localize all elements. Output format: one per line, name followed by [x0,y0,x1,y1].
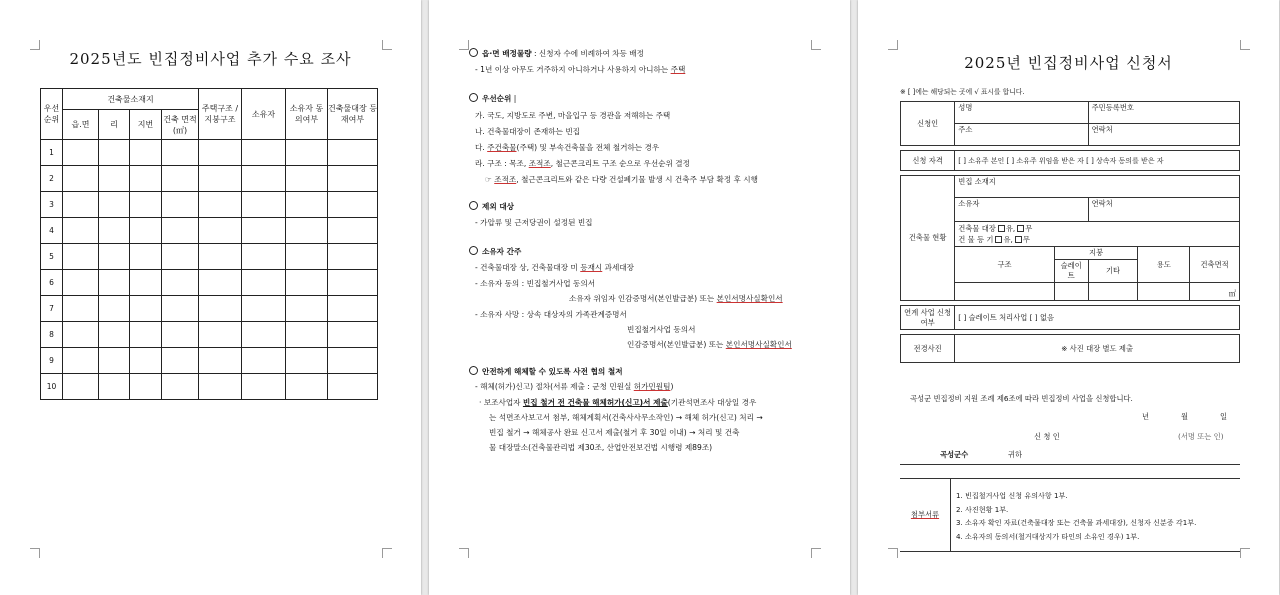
qualification-options[interactable]: [ ] 소유주 본인 [ ] 소유주 위임을 받은 자 [ ] 상속자 동의를 받은 자 [955,151,1240,171]
entry-cell[interactable] [63,166,99,192]
header-lot: 지번 [130,110,162,140]
entry-cell[interactable] [162,296,199,322]
circle-bullet-icon [469,93,478,102]
entry-cell[interactable] [199,270,242,296]
entry-cell[interactable] [162,374,199,400]
entry-cell[interactable] [286,140,328,166]
entry-cell[interactable] [286,374,328,400]
attachments-list [956,489,1196,543]
owner-field[interactable]: 소유자 [955,198,1088,222]
rank-cell: 7 [41,296,63,322]
header-consent: 소유자 동의여부 [286,89,328,140]
entry-cell[interactable] [242,192,286,218]
safety-line: - 해체(허가)신고) 절차(서류 제출 : 군청 민원실 허가민원팀) [475,382,674,391]
entry-cell[interactable] [162,140,199,166]
entry-cell[interactable] [130,244,162,270]
rrn-field[interactable]: 주민등록번호 [1088,102,1239,124]
exclusion-line: - 가압류 및 근저당권이 설정된 빈집 [475,218,593,227]
entry-cell[interactable] [63,192,99,218]
rank-cell: 6 [41,270,63,296]
survey-table [40,88,378,400]
to-label: 귀하 [1008,450,1023,459]
entry-cell[interactable] [63,374,99,400]
entry-cell[interactable] [63,348,99,374]
header-area: 건축 면적(㎡) [162,110,199,140]
page-2 [429,0,850,595]
crop-mark [459,548,469,558]
entry-cell[interactable] [130,192,162,218]
priority-line: 나. 건축물대장이 존재하는 빈집 [475,127,581,136]
entry-cell[interactable] [99,166,130,192]
header-ri: 리 [99,110,130,140]
entry-cell[interactable] [328,244,378,270]
photo-label: 전경사진 [901,335,955,363]
entry-cell[interactable] [199,218,242,244]
entry-cell[interactable] [99,374,130,400]
entry-cell[interactable] [130,348,162,374]
rank-cell: 10 [41,374,63,400]
page-1 [0,0,421,595]
entry-cell[interactable] [63,270,99,296]
use-value[interactable] [1138,283,1190,301]
entry-cell[interactable] [242,270,286,296]
entry-cell[interactable] [242,348,286,374]
application-table [900,101,1240,363]
owner-line: 인감증명서(본인발급분) 또는 본인서명사실확인서 [627,340,792,349]
entry-cell[interactable] [130,322,162,348]
entry-cell[interactable] [199,322,242,348]
rank-cell: 4 [41,218,63,244]
entry-cell[interactable] [286,348,328,374]
use-header: 용도 [1138,247,1190,283]
governor-label: 곡성군수 [940,450,969,459]
crop-mark [1240,40,1250,50]
entry-cell[interactable] [162,244,199,270]
entry-cell[interactable] [162,322,199,348]
entry-cell[interactable] [199,374,242,400]
header-rank: 우선 순위 [41,89,63,140]
table-row [41,374,378,400]
checkbox-icon[interactable] [995,236,1002,243]
rank-cell: 1 [41,140,63,166]
entry-cell[interactable] [63,244,99,270]
crop-mark [888,40,898,50]
entry-cell[interactable] [99,218,130,244]
entry-cell[interactable] [63,296,99,322]
building-location-field[interactable]: 빈집 소재지 [955,176,1240,198]
entry-cell[interactable] [130,296,162,322]
priority-note: ☞ 조적조, 철근콘크리트와 같은 다량 건설폐기물 발생 시 건축주 부담 확정 후 시행 [485,175,758,184]
entry-cell[interactable] [162,192,199,218]
circle-bullet-icon [469,246,478,255]
other-value[interactable] [1088,283,1138,301]
safety-line: 빈집 철거 → 해체공사 완료 신고서 제출(철거 후 30일 이내) → 처리 및 건축 [489,428,740,437]
attachment-item: 2. 사진현황 1부. [956,504,1009,514]
entry-cell[interactable] [328,348,378,374]
entry-cell[interactable] [242,218,286,244]
owner-line: 소유자 위임자 인감증명서(본인발급분) 또는 본인서명사실확인서 [569,294,783,303]
entry-cell[interactable] [99,140,130,166]
structure-value[interactable] [955,283,1054,301]
entry-cell[interactable] [242,140,286,166]
entry-cell[interactable] [328,192,378,218]
priority-line: 라. 구조 : 목조, 조적조, 철근콘크리트 구조 순으로 우선순위 결정 [475,159,690,168]
crop-mark [1240,548,1250,558]
entry-cell[interactable] [63,140,99,166]
contact-field[interactable]: 연락처 [1088,124,1239,146]
applicant-label: 신청인 [901,102,955,146]
month-label: 월 [1181,412,1189,421]
entry-cell[interactable] [99,244,130,270]
entry-cell[interactable] [328,140,378,166]
other-header: 기타 [1088,260,1138,283]
crop-mark [811,548,821,558]
table-row [41,296,378,322]
safety-line: 는 석면조사보고서 첨부, 해체계획서(건축사사무소작인) → 해체 허가(신고) 처리 → [489,413,763,422]
crop-mark [30,548,40,558]
entry-cell[interactable] [328,166,378,192]
entry-cell[interactable] [130,218,162,244]
entry-cell[interactable] [199,166,242,192]
entry-cell[interactable] [99,348,130,374]
divider [900,464,1240,465]
priority-line: 다. 주건축물(주택) 및 부속건축물을 전체 철거하는 경우 [475,143,660,152]
entry-cell[interactable] [199,244,242,270]
linked-project-options[interactable]: [ ] 슬레이트 처리사업 [ ] 없음 [955,306,1240,330]
entry-cell[interactable] [99,322,130,348]
rank-cell: 5 [41,244,63,270]
table-row [41,244,378,270]
owner-contact-field[interactable]: 연락처 [1088,198,1239,222]
crop-mark [382,548,392,558]
entry-cell[interactable] [286,166,328,192]
attachment-item: 1. 빈집철거사업 신청 유의사항 1부. [956,491,1068,500]
section-priority-heading: 우선순위 | [469,93,516,104]
entry-cell[interactable] [328,218,378,244]
declaration-text: 곡성군 빈집정비 지원 조례 제6조에 따라 빈집정비 사업을 신청합니다. [910,394,1133,403]
checkbox-icon[interactable] [1015,236,1022,243]
attachments-label: 첨부서류 [900,479,951,551]
entry-cell[interactable] [99,296,130,322]
applicant-sign-label: 신 청 인 [1034,432,1060,441]
attachments-box [900,478,1240,552]
entry-cell[interactable] [286,296,328,322]
entry-cell[interactable] [242,244,286,270]
entry-cell[interactable] [242,322,286,348]
checkbox-icon[interactable] [1017,225,1024,232]
entry-cell[interactable] [286,192,328,218]
entry-cell[interactable] [242,166,286,192]
section-owner-heading: 소유자 간주 [469,246,521,257]
entry-cell[interactable] [286,322,328,348]
entry-cell[interactable] [328,270,378,296]
entry-cell[interactable] [199,296,242,322]
entry-cell[interactable] [242,374,286,400]
qualification-label: 신청 자격 [901,151,955,171]
header-owner: 소유자 [242,89,286,140]
linked-project-label: 연계 사업 신청 여부 [901,306,955,330]
header-location-group: 건축물소재지 [63,89,199,110]
circle-bullet-icon [469,366,478,375]
safety-line: 물 대장말소(건축물관리법 제30조, 산업안전보건법 시행령 제89조) [489,443,713,452]
entry-cell[interactable] [162,270,199,296]
entry-cell[interactable] [162,166,199,192]
entry-cell[interactable] [328,374,378,400]
entry-cell[interactable] [99,192,130,218]
floor-area-value[interactable]: ㎡ [1190,283,1240,301]
circle-bullet-icon [469,201,478,210]
crop-mark [811,40,821,50]
survey-title: 2025년도 빈집정비사업 추가 수요 조사 [69,50,352,68]
entry-cell[interactable] [162,218,199,244]
entry-cell[interactable] [286,244,328,270]
entry-cell[interactable] [286,218,328,244]
table-row [41,270,378,296]
table-row [41,348,378,374]
priority-line: 가. 국도, 지방도로 주변, 마을입구 등 경관을 저해하는 주택 [475,111,671,120]
rank-cell: 3 [41,192,63,218]
owner-line: - 건축물대장 상, 건축물대장 미 등재시 과세대장 [475,263,635,272]
sign-note[interactable]: (서명 또는 인) [1178,432,1224,441]
photo-note: ※ 사진 대장 별도 제출 [955,335,1240,363]
entry-cell[interactable] [199,348,242,374]
section-allocation-heading: 읍·면 배정물량 : 신청자 수에 비례하여 차등 배정 [469,48,644,59]
table-row [41,218,378,244]
attachment-item: 4. 소유자의 동의서(철거대상지가 타인의 소유인 경우) 1부. [956,531,1140,541]
structure-header: 구조 [955,247,1054,283]
entry-cell[interactable] [328,322,378,348]
checkbox-icon[interactable] [998,225,1005,232]
entry-cell[interactable] [130,374,162,400]
entry-cell[interactable] [63,322,99,348]
slate-header: 슬레이트 [1054,260,1088,283]
entry-cell[interactable] [130,270,162,296]
attachment-item: 3. 소유자 확인 자료(건축물대장 또는 건축물 과세대장), 신청자 신분증 각1부. [956,518,1197,527]
circle-bullet-icon [469,48,478,57]
entry-cell[interactable] [162,348,199,374]
entry-cell[interactable] [199,192,242,218]
header-ledger: 건축물대장 등재여부 [328,89,378,140]
building-status-label: 건축물 현황 [901,176,955,301]
address-field[interactable]: 주소 [955,124,1088,146]
owner-line: 빈집철거사업 동의서 [627,325,696,334]
crop-mark [459,40,469,50]
slate-value[interactable] [1054,283,1088,301]
entry-cell[interactable] [99,270,130,296]
safety-line: · 보조사업자 빈집 철거 전 건축물 해체허가(신고)서 제출(기관석면조사 대상일 경우 [479,398,757,407]
header-town: 읍.면 [63,110,99,140]
section-exclusion-heading: 제외 대상 [469,201,514,212]
check-note: ※ [ ]에는 해당되는 곳에 √ 표시를 합니다. [900,88,1025,96]
rank-cell: 2 [41,166,63,192]
table-row [41,322,378,348]
application-title: 2025년 빈집정비사업 신청서 [964,54,1173,72]
crop-mark [888,548,898,558]
page-3 [858,0,1279,595]
entry-cell[interactable] [130,140,162,166]
header-structure: 주택구조 /지붕구조 [199,89,242,140]
entry-cell[interactable] [63,218,99,244]
name-field[interactable]: 성명 [955,102,1088,124]
entry-cell[interactable] [328,296,378,322]
allocation-line: - 1년 이상 아무도 거주하지 아니하거나 사용하지 아니하는 주택 [475,65,686,74]
floor-area-header: 건축면적 [1190,247,1240,283]
entry-cell[interactable] [242,296,286,322]
day-label: 일 [1220,412,1228,421]
entry-cell[interactable] [286,270,328,296]
rank-cell: 8 [41,322,63,348]
table-row [41,166,378,192]
entry-cell[interactable] [199,140,242,166]
owner-line: - 소유자 사망 : 상속 대상자의 가족관계증명서 [475,310,627,319]
rank-cell: 9 [41,348,63,374]
year-label: 년 [1142,412,1150,421]
entry-cell[interactable] [130,166,162,192]
roof-header: 지붕 [1054,247,1138,260]
section-safety-heading: 안전하게 해체할 수 있도록 사전 협의 철저 [469,366,623,377]
table-row [41,140,378,166]
table-row [41,192,378,218]
owner-line: - 소유자 동의 : 빈집철거사업 동의서 [475,279,596,288]
registration-checks[interactable]: 건축물 대장 유, 무 건 물 등 기 유, 무 [955,222,1240,247]
